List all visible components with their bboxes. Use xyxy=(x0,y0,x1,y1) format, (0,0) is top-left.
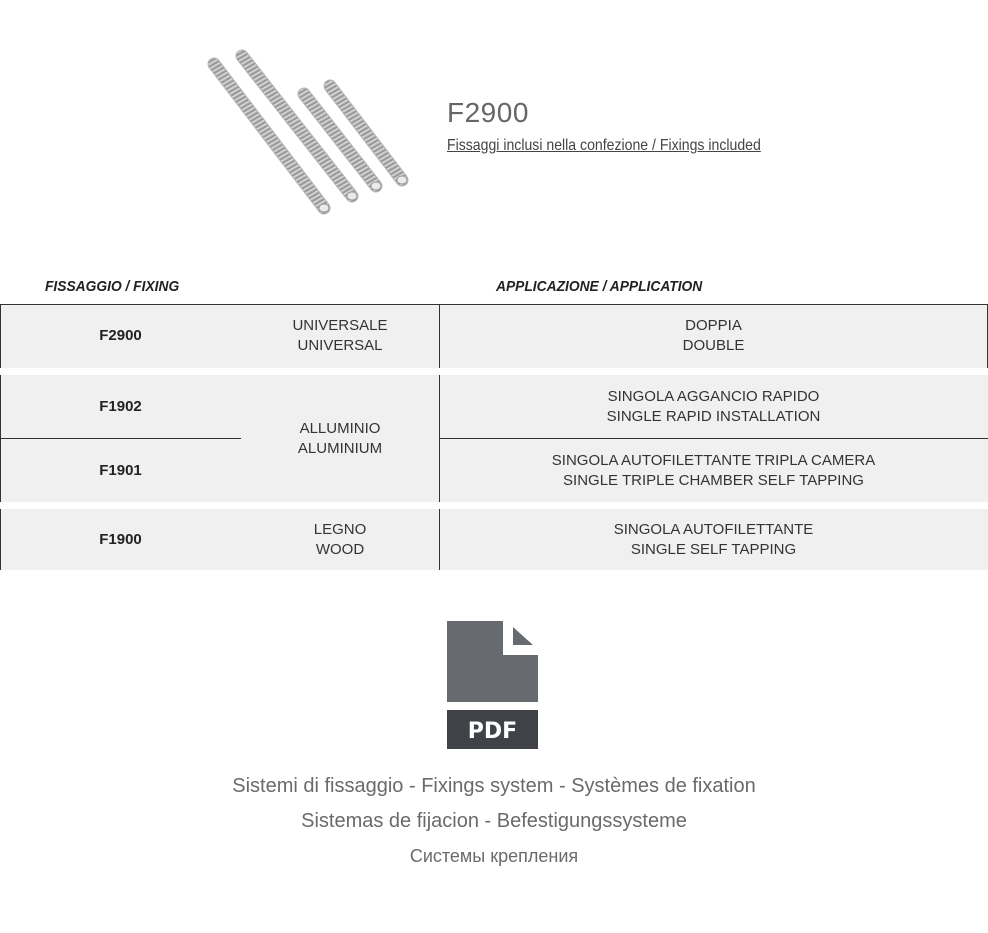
table-row-code: F1901 xyxy=(99,461,142,479)
table-row-code: F1900 xyxy=(99,530,142,548)
product-code-title: F2900 xyxy=(447,97,529,128)
table-row-application: SINGOLA AUTOFILETTANTE TRIPLA CAMERA SINGLE TRIPLE CHAMBER SELF TAPPING xyxy=(551,451,876,489)
footer-line-3[interactable]: Системы крепления xyxy=(409,846,579,866)
table-row-application: SINGOLA AGGANCIO RAPIDO SINGLE RAPID INSTALLATION xyxy=(606,387,821,425)
table-row-application: DOPPIA DOUBLE xyxy=(682,317,745,354)
column-header-fixing: FISSAGGIO / FIXING xyxy=(45,278,180,295)
fixings-table xyxy=(0,304,988,570)
footer-line-1[interactable]: Sistemi di fissaggio - Fixings system - Systèmes de fixation xyxy=(232,775,756,797)
table-row-material: LEGNO WOOD xyxy=(313,520,367,558)
table-row-code: F1902 xyxy=(99,397,142,415)
threaded-rods-image xyxy=(200,40,420,220)
pdf-label: PDF xyxy=(467,719,518,744)
fixings-included-subtitle: Fissaggi inclusi nella confezione / Fixings included xyxy=(447,137,761,154)
table-row-code: F2900 xyxy=(99,327,142,344)
pdf-file-icon[interactable] xyxy=(447,621,538,749)
column-header-application: APPLICAZIONE / APPLICATION xyxy=(496,278,703,295)
table-merged-material: ALLUMINIO ALUMINIUM xyxy=(297,419,383,457)
table-row-application: SINGOLA AUTOFILETTANTE SINGLE SELF TAPPING xyxy=(613,520,814,558)
table-row-material: UNIVERSALE UNIVERSAL xyxy=(292,317,388,354)
footer-line-2[interactable]: Sistemas de fijacion - Befestigungssysteme xyxy=(301,810,687,832)
